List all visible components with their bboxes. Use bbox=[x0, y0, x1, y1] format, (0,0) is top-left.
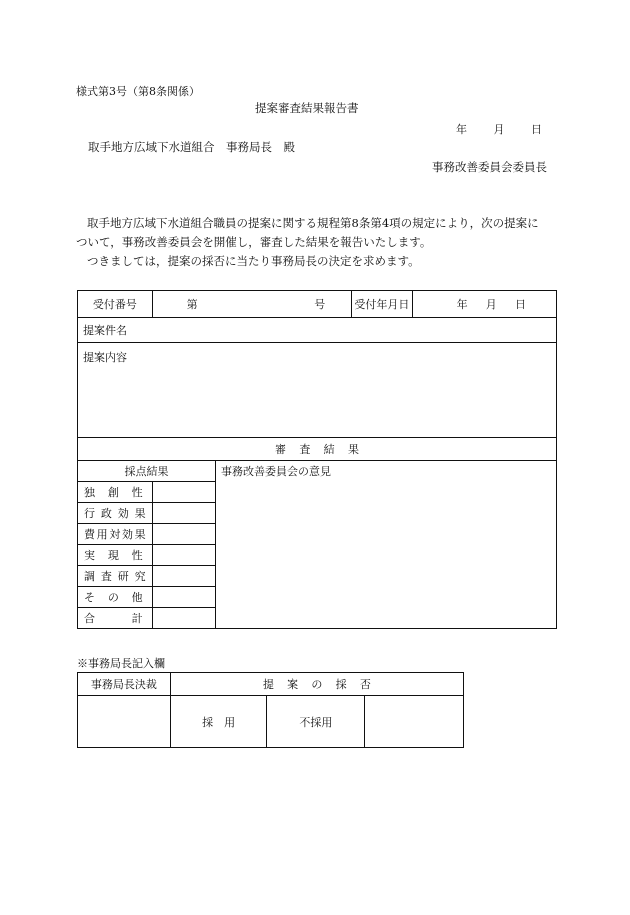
number-suffix: 号 bbox=[314, 298, 326, 311]
number-prefix: 第 bbox=[186, 298, 198, 311]
reception-date-month: 月 bbox=[485, 298, 497, 311]
score-total[interactable] bbox=[152, 608, 215, 629]
sender: 事務改善委員会委員長 bbox=[432, 160, 547, 174]
reception-date-field[interactable] bbox=[412, 291, 556, 318]
subject-row bbox=[78, 318, 557, 343]
adoption-header bbox=[170, 673, 463, 696]
committee-opinion-field[interactable] bbox=[215, 461, 556, 629]
review-header-char: 審 bbox=[275, 443, 286, 456]
report-table bbox=[77, 290, 557, 629]
committee-opinion-label: 事務改善委員会の意見 bbox=[220, 465, 331, 478]
body-line: 取手地方広域下水道組合職員の提案に関する規程第8条第4項の規定により，次の提案に bbox=[87, 216, 539, 230]
review-header-row bbox=[78, 438, 557, 461]
score-research[interactable] bbox=[152, 566, 215, 587]
reception-number-field[interactable] bbox=[152, 291, 352, 318]
criterion-total: 合 計 bbox=[78, 608, 153, 629]
adoption-header-char: 否 bbox=[359, 678, 371, 691]
director-table bbox=[77, 672, 464, 748]
reception-date-day: 日 bbox=[515, 298, 526, 311]
director-decision-label: 事務局長決裁 bbox=[78, 673, 171, 696]
director-header-row bbox=[78, 673, 464, 696]
score-other[interactable] bbox=[152, 587, 215, 608]
review-header-char: 査 bbox=[299, 443, 311, 456]
score-administrative-effect[interactable] bbox=[152, 503, 215, 524]
reject-option[interactable]: 不採用 bbox=[267, 696, 365, 748]
decision-mark-box[interactable] bbox=[365, 696, 464, 748]
criterion-feasibility: 実 現 性 bbox=[78, 545, 153, 566]
proposal-subject-field[interactable] bbox=[78, 318, 557, 343]
score-feasibility[interactable] bbox=[152, 545, 215, 566]
review-header-char: 果 bbox=[347, 443, 359, 456]
review-result-header bbox=[78, 438, 557, 461]
date-year: 年 bbox=[456, 123, 467, 136]
proposal-content-label: 提案内容 bbox=[83, 351, 127, 364]
review-header-char: 結 bbox=[323, 443, 335, 456]
criterion-cost-effectiveness: 費 用 対 効 果 bbox=[78, 524, 153, 545]
document-title: 提案審査結果報告書 bbox=[255, 101, 359, 115]
content-row bbox=[78, 343, 557, 438]
reception-row bbox=[78, 291, 557, 318]
proposal-content-field[interactable] bbox=[78, 343, 557, 438]
score-originality[interactable] bbox=[152, 482, 215, 503]
body-text bbox=[76, 214, 556, 271]
reception-date-year: 年 bbox=[456, 298, 468, 311]
proposal-subject-label: 提案件名 bbox=[83, 324, 127, 337]
body-line: ついて，事務改善委員会を開催し，審査した結果を報告いたします。 bbox=[76, 235, 432, 249]
reception-number-label: 受付番号 bbox=[78, 291, 153, 318]
director-signature-box[interactable] bbox=[78, 696, 171, 748]
criterion-other: そ の 他 bbox=[78, 587, 153, 608]
adoption-header-char: 提 bbox=[262, 678, 274, 691]
director-decision-row bbox=[78, 696, 464, 748]
addressee: 取手地方広域下水道組合 事務局長 殿 bbox=[88, 140, 295, 154]
adoption-header-char: 採 bbox=[335, 678, 347, 691]
date-day: 日 bbox=[531, 123, 542, 136]
adoption-header-char: の bbox=[311, 678, 323, 691]
scoring-header-row bbox=[78, 461, 557, 482]
score-cost-effectiveness[interactable] bbox=[152, 524, 215, 545]
reception-date-label: 受付年月日 bbox=[352, 291, 412, 318]
adopt-option[interactable]: 採 用 bbox=[170, 696, 267, 748]
form-number: 様式第3号（第8条関係） bbox=[76, 85, 200, 98]
date-month: 月 bbox=[493, 123, 505, 136]
criterion-administrative-effect: 行 政 効 果 bbox=[78, 503, 153, 524]
criterion-research: 調 査 研 究 bbox=[78, 566, 153, 587]
scoring-result-header: 採点結果 bbox=[78, 461, 216, 482]
criterion-originality: 独 創 性 bbox=[78, 482, 153, 503]
body-line: つきましては，提案の採否に当たり事務局長の決定を求めます。 bbox=[87, 254, 420, 268]
director-note: ※事務局長記入欄 bbox=[77, 657, 165, 670]
adoption-header-char: 案 bbox=[287, 678, 299, 691]
date-line bbox=[456, 124, 542, 135]
